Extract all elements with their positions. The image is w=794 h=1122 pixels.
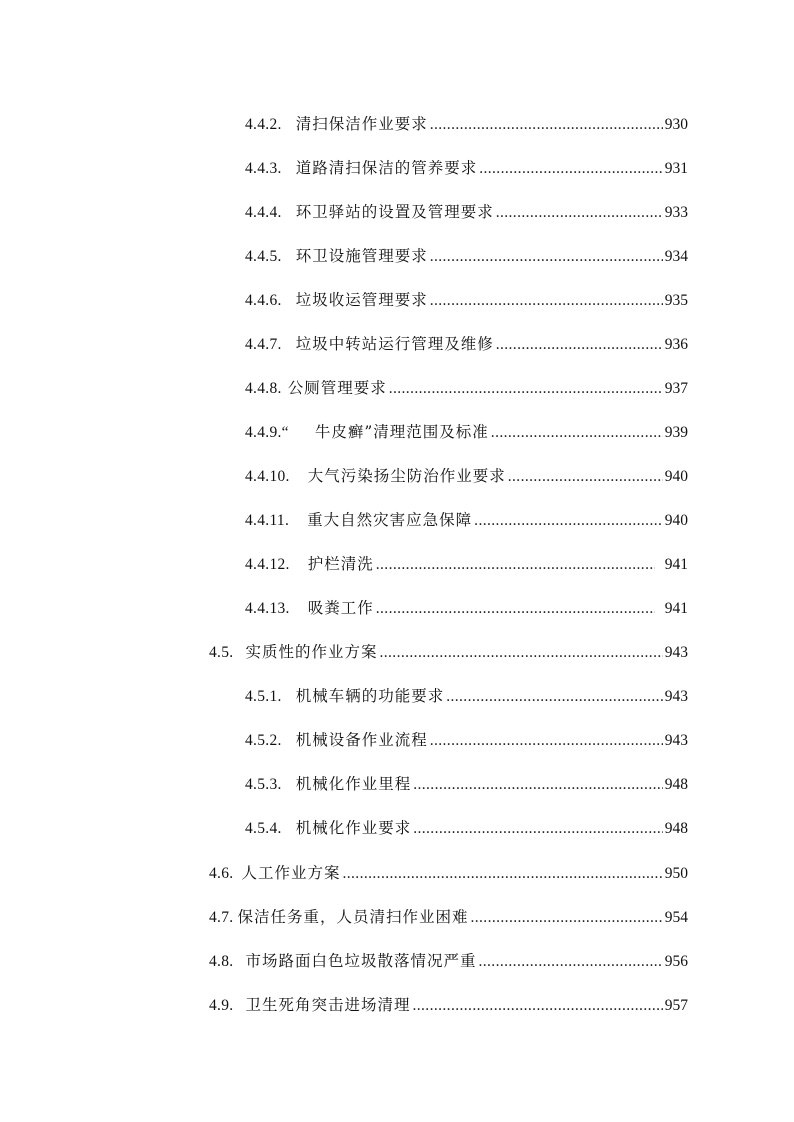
toc-page-number: 948 [664, 776, 688, 793]
dot-leader [508, 463, 663, 491]
toc-entry-4-5-4[interactable] [245, 814, 688, 842]
toc-number: 4.4.12. [245, 556, 290, 573]
toc-page-number: 934 [664, 248, 688, 265]
toc-page-number: 941 [664, 600, 688, 617]
dot-leader [376, 595, 655, 623]
toc-entry-4-4-7[interactable] [245, 330, 688, 358]
toc-page-number: 930 [664, 116, 688, 133]
toc-page-number: 954 [664, 909, 688, 926]
toc-entry-4-4-11[interactable] [245, 506, 688, 534]
toc-entry-4-4-2[interactable] [245, 110, 688, 138]
toc-title: 机械车辆的功能要求 [295, 687, 445, 705]
toc-number: 4.5. [209, 644, 234, 661]
toc-page-number: 931 [664, 160, 688, 177]
dot-leader [496, 331, 663, 359]
toc-title: 重大自然灾害应急保障 [307, 511, 473, 529]
toc-title: 机械化作业里程 [295, 775, 412, 793]
toc-title: 道路清扫保洁的管养要求 [295, 159, 478, 177]
toc-entry-4-5-1[interactable] [245, 682, 688, 710]
dot-leader [376, 551, 655, 579]
toc-entry-4-8[interactable] [209, 947, 688, 975]
toc-number: 4.4.11. [245, 512, 290, 529]
toc-number: 4.4.6. [245, 292, 282, 309]
toc-number: 4.7. [209, 909, 234, 926]
toc-entry-4-6[interactable] [209, 859, 688, 887]
toc-number: 4.4.10. [245, 468, 290, 485]
toc-page-number: 943 [664, 644, 688, 661]
dot-leader [413, 815, 663, 843]
toc-page-number: 936 [664, 336, 688, 353]
dot-leader [491, 419, 663, 447]
toc-title: 吸粪工作 [307, 599, 374, 617]
toc-page-number: 940 [664, 468, 688, 485]
toc-entry-4-4-3[interactable] [245, 154, 688, 182]
toc-page-number: 943 [664, 732, 688, 749]
toc-title: 人工作业方案 [241, 864, 341, 882]
toc-page-number: 948 [664, 820, 688, 837]
dot-leader [470, 904, 662, 932]
toc-entry-4-4-9[interactable] [245, 418, 688, 446]
toc-title: 公厕管理要求 [287, 379, 387, 397]
toc-number: 4.5.3. [245, 776, 282, 793]
dot-leader [412, 992, 662, 1020]
toc-page-number: 950 [664, 865, 688, 882]
dot-leader [430, 111, 663, 139]
dot-leader [389, 375, 663, 403]
toc-number: 4.4.13. [245, 600, 290, 617]
toc-number: 4.4.4. [245, 204, 282, 221]
toc-entry-4-4-10[interactable] [245, 462, 688, 490]
toc-number: 4.4.2. [245, 116, 282, 133]
toc-entry-4-4-5[interactable] [245, 242, 688, 270]
toc-number: 4.4.3. [245, 160, 282, 177]
dot-leader [430, 287, 663, 315]
toc-entry-4-4-6[interactable] [245, 286, 688, 314]
toc-title: 垃圾中转站运行管理及维修 [295, 335, 494, 353]
toc-title: 机械设备作业流程 [295, 731, 428, 749]
toc-page-number: 941 [664, 556, 688, 573]
dot-leader [474, 507, 663, 535]
toc-title: 垃圾收运管理要求 [295, 291, 428, 309]
toc-page-number: 940 [664, 512, 688, 529]
toc-title: 大气污染扬尘防治作业要求 [307, 467, 506, 485]
toc-number: 4.6. [209, 865, 234, 882]
dot-leader [413, 771, 663, 799]
toc-entry-4-4-13[interactable] [245, 594, 688, 622]
toc-entry-4-4-12[interactable] [245, 550, 688, 578]
dot-leader [430, 727, 663, 755]
toc-title: 卫生死角突击进场清理 [245, 996, 411, 1014]
toc-title: 市场路面白色垃圾散落情况严重 [245, 952, 477, 970]
toc-page-number: 937 [664, 380, 688, 397]
toc-page-number: 933 [664, 204, 688, 221]
toc-title: 保洁任务重，人员清扫作业困难 [237, 908, 469, 926]
dot-leader [446, 683, 663, 711]
toc-number: 4.5.1. [245, 688, 282, 705]
toc-page-number: 957 [664, 997, 688, 1014]
toc-number: 4.5.4. [245, 820, 282, 837]
toc-number: 4.4.9.“ [245, 424, 289, 441]
toc-title: 牛皮癣”清理范围及标准 [314, 423, 489, 441]
toc-entry-4-5[interactable] [209, 638, 688, 666]
toc-title: 护栏清洗 [307, 555, 374, 573]
toc-entry-4-4-8[interactable] [245, 374, 688, 402]
toc-entry-4-7[interactable] [209, 903, 688, 931]
toc-page-number: 935 [664, 292, 688, 309]
toc-entry-4-5-2[interactable] [245, 726, 688, 754]
toc-page-number: 943 [664, 688, 688, 705]
toc-page-number: 939 [664, 424, 688, 441]
dot-leader [430, 243, 663, 271]
dot-leader [478, 948, 662, 976]
dot-leader [479, 155, 663, 183]
toc-title: 机械化作业要求 [295, 819, 412, 837]
toc-title: 环卫驿站的设置及管理要求 [295, 203, 494, 221]
dot-leader [342, 860, 662, 888]
toc-title: 环卫设施管理要求 [295, 247, 428, 265]
toc-entry-4-9[interactable] [209, 991, 688, 1019]
toc-entry-4-4-4[interactable] [245, 198, 688, 226]
toc-page-number: 956 [664, 953, 688, 970]
toc-number: 4.8. [209, 953, 234, 970]
toc-number: 4.5.2. [245, 732, 282, 749]
toc-number: 4.4.7. [245, 336, 282, 353]
dot-leader [379, 639, 662, 667]
toc-number: 4.4.5. [245, 248, 282, 265]
toc-title: 清扫保洁作业要求 [295, 115, 428, 133]
toc-entry-4-5-3[interactable] [245, 770, 688, 798]
toc-number: 4.9. [209, 997, 234, 1014]
toc-title: 实质性的作业方案 [245, 643, 378, 661]
toc-number: 4.4.8. [245, 380, 282, 397]
dot-leader [496, 199, 663, 227]
